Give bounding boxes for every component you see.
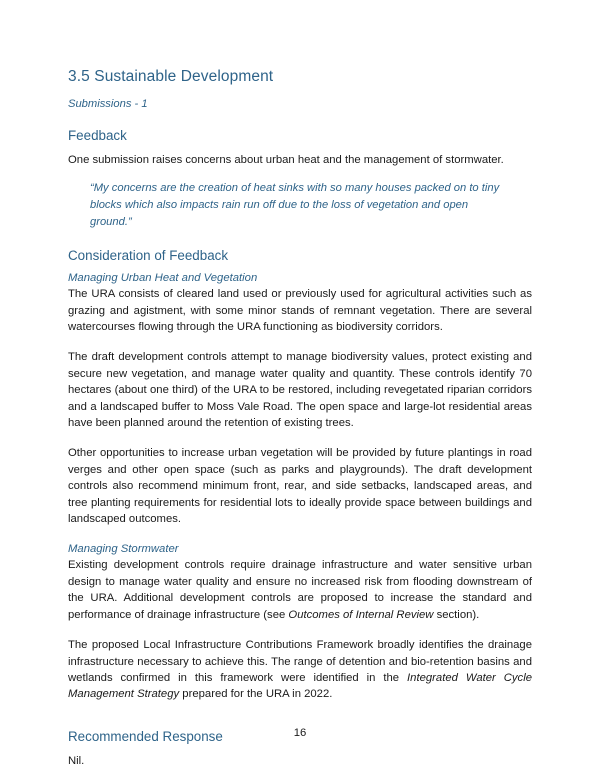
water-cycle-strategy-reference: Integrated Water Cycle Management Strategy [68,671,532,701]
recommended-response-text: Nil. [68,754,85,767]
consideration-heading: Consideration of Feedback [68,248,229,264]
outcomes-of-internal-review-reference: Outcomes of Internal Review [288,608,434,621]
urban-heat-paragraph-1: The URA consists of cleared land used or previously used for agricultural activities such as grazing and agistment, with some minor stands of remnant vegetation. There are several watercourses flowing through the URA functioning as biodiversity corridors. [68,288,532,333]
stormwater-subheading: Managing Stormwater [68,543,179,556]
submission-quote-text: “My concerns are the creation of heat sinks with so many houses packed on to tiny blocks which also impacts rain run off due to the loss of vegetation and open ground.” [90,182,500,228]
page-content [68,68,532,769]
urban-heat-paragraph-3: Other opportunities to increase urban vegetation will be provided by future plantings in road verges and other open space (such as parks and playgrounds). The draft development controls also recommend minimum front, rear, and side setbacks, landscaped areas, and tree planting requirements for residential lots to ideally provide space between buildings and landscaped outcomes. [68,447,532,526]
urban-heat-paragraph-2: The draft development controls attempt to manage biodiversity values, protect existing and secure new vegetation, and manage water quality and quantity. These controls identify 70 hectares (about one third) of the URA to be restored, including revegetated riparian corridors and a landscaped buffer to Moss Vale Road. The open space and large-lot residential areas have been planned around the retention of existing trees. [68,351,532,430]
submission-quote [68,180,532,230]
stormwater-paragraph-1-part-2: section). [433,608,480,621]
page-title: 3.5 Sustainable Development [68,68,274,85]
submissions-count: Submissions - 1 [68,98,148,110]
stormwater-paragraph-2-part-2: prepared for the URA in 2022. [179,688,333,701]
feedback-intro-text: One submission raises concerns about urban heat and the management of stormwater. [68,154,504,166]
page-number: 16 [293,727,307,739]
feedback-heading: Feedback [68,128,127,143]
stormwater-paragraph-1 [68,557,532,623]
urban-heat-subheading: Managing Urban Heat and Vegetation [68,272,258,285]
stormwater-paragraph-1-part-1: Existing development controls require drainage infrastructure and water sensitive urban design to manage water quality and ensure no increased risk from flooding downstream of the URA. Additional development controls are proposed to increase the standard and performance of drainage infrastructure (see [68,559,532,621]
stormwater-paragraph-2 [68,637,532,703]
stormwater-paragraph-2-part-1: The proposed Local Infrastructure Contributions Framework broadly identifies the drainage infrastructure necessary to achieve this. The range of detention and bio-retention basins and wetlands confirmed in this framework were identified in the [68,639,532,684]
recommended-response-heading: Recommended Response [68,728,223,744]
